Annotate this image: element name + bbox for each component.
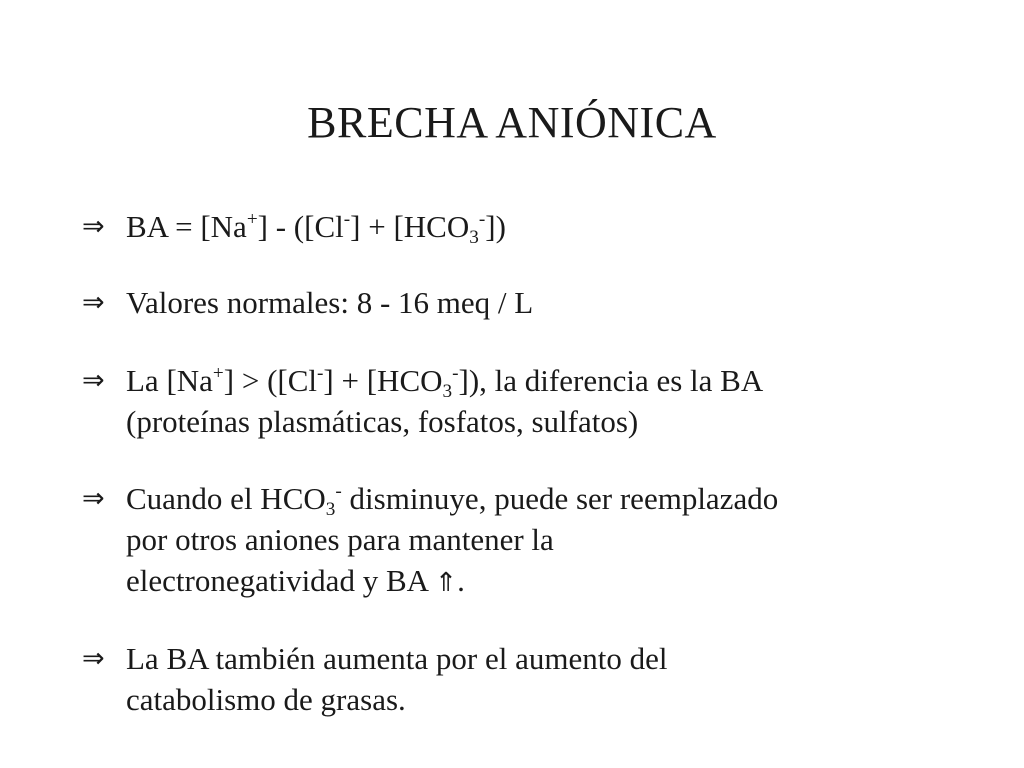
text-run: Cuando el HCO bbox=[126, 481, 326, 516]
bullet-item bbox=[82, 478, 962, 604]
bullet-text bbox=[126, 360, 962, 442]
text-run: ]) bbox=[485, 209, 506, 244]
superscript: - bbox=[343, 209, 351, 231]
superscript: - bbox=[317, 363, 324, 385]
bullet-item bbox=[82, 282, 962, 323]
text-run: ] + [HCO bbox=[350, 209, 470, 244]
superscript: + bbox=[212, 363, 224, 385]
double-arrow-right-icon: ⇒ bbox=[82, 287, 105, 318]
superscript: - bbox=[452, 363, 459, 385]
double-arrow-up-icon: ⇑ bbox=[435, 568, 458, 598]
double-arrow-right-icon: ⇒ bbox=[82, 365, 105, 396]
bullet-text bbox=[126, 638, 962, 720]
subscript: 3 bbox=[442, 381, 453, 403]
bullet-text bbox=[126, 282, 962, 323]
text-run: La BA también aumenta por el aumento del bbox=[126, 641, 668, 676]
text-run: BA = [Na bbox=[126, 209, 247, 244]
superscript: - bbox=[335, 481, 342, 503]
superscript: + bbox=[246, 209, 258, 231]
double-arrow-right-icon: ⇒ bbox=[82, 483, 105, 514]
text-run: ] > ([Cl bbox=[223, 363, 318, 398]
bullet-item bbox=[82, 206, 962, 247]
bullet-item bbox=[82, 638, 962, 720]
bullet-item bbox=[82, 360, 962, 442]
text-run: electronegatividad y BA bbox=[126, 563, 436, 598]
text-run: catabolismo de grasas. bbox=[126, 682, 406, 717]
bullet-text bbox=[126, 206, 962, 247]
text-run: disminuye, puede ser reemplazado bbox=[341, 481, 779, 516]
text-run: ] - ([Cl bbox=[257, 209, 344, 244]
superscript: - bbox=[478, 209, 486, 231]
subscript: 3 bbox=[325, 499, 336, 521]
subscript: 3 bbox=[469, 227, 479, 249]
double-arrow-right-icon: ⇒ bbox=[82, 643, 105, 674]
text-run: ]), la diferencia es la BA bbox=[458, 363, 764, 398]
text-run: . bbox=[457, 563, 465, 598]
text-run: La [Na bbox=[126, 363, 213, 398]
text-run: (proteínas plasmáticas, fosfatos, sulfatos) bbox=[126, 404, 639, 439]
text-run: Valores normales: 8 - 16 meq / L bbox=[126, 285, 534, 320]
bullet-text bbox=[126, 478, 962, 604]
text-run: por otros aniones para mantener la bbox=[126, 522, 554, 557]
slide-title: BRECHA ANIÓNICA bbox=[307, 98, 717, 147]
text-run: ] + [HCO bbox=[323, 363, 443, 398]
double-arrow-right-icon: ⇒ bbox=[82, 211, 105, 242]
